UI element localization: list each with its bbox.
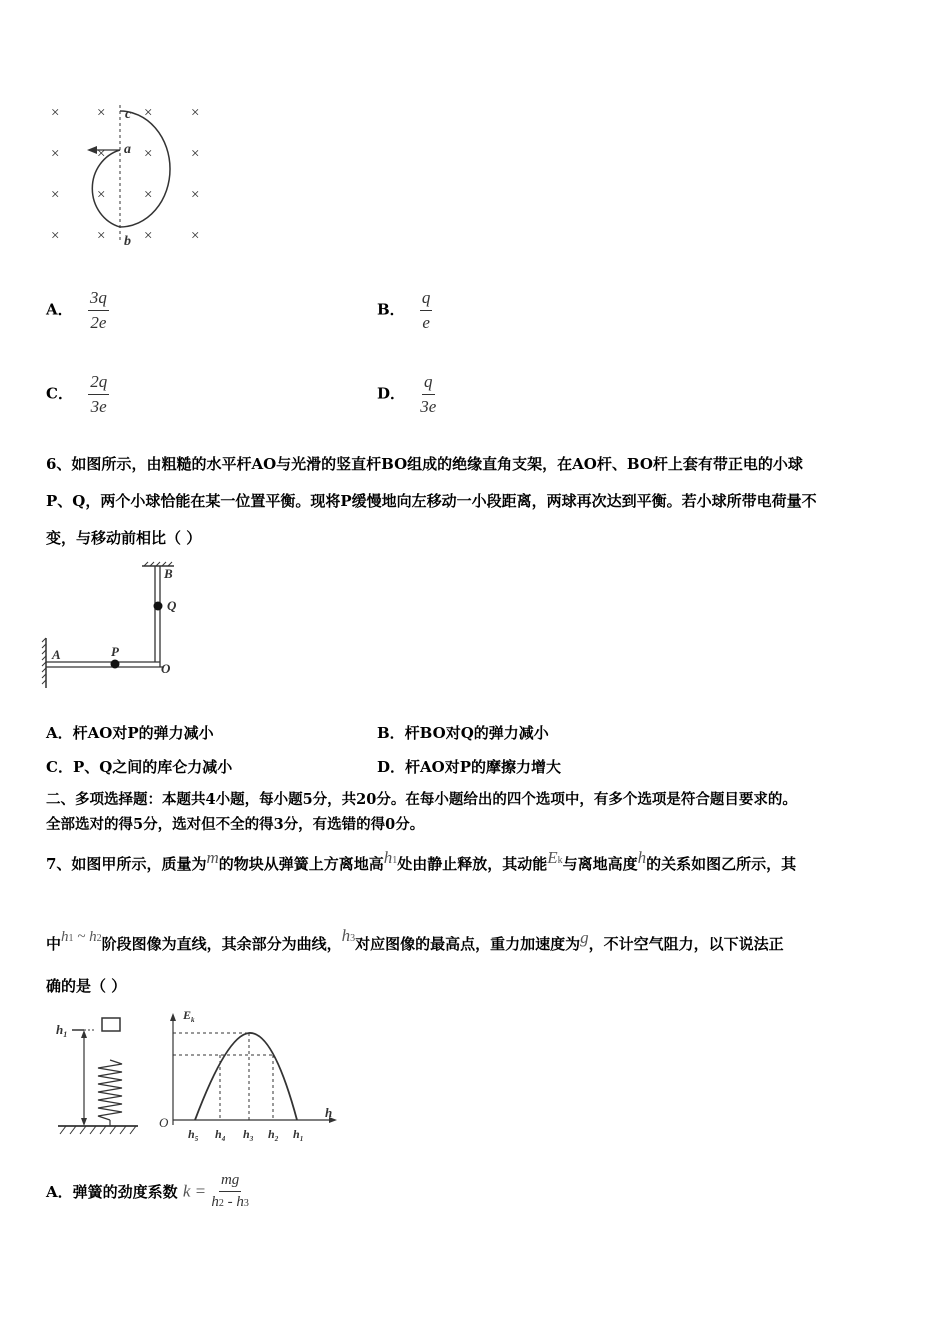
fraction — [88, 372, 109, 417]
numerator: 3q — [88, 288, 109, 311]
section2-header-line1: 二、多项选择题：本题共4小题，每小题5分，共20分。在每小题给出的四个选项中，有多个选项是符合题目要求的。 — [46, 791, 797, 808]
arrowhead — [87, 146, 97, 154]
numerator: mg — [219, 1172, 241, 1192]
q6-option-b[interactable]: B．杆BO对Q的弹力减小 — [377, 724, 549, 742]
label-B: B — [164, 566, 173, 581]
label-c: c — [125, 107, 132, 122]
option-label: C． — [46, 384, 73, 403]
fraction — [420, 288, 433, 333]
block — [102, 1018, 120, 1031]
numerator: q — [422, 372, 435, 395]
field-cross: × — [191, 228, 200, 244]
magnetic-field-figure — [40, 95, 220, 255]
field-cross: × — [97, 146, 106, 162]
spring-figure — [50, 1010, 145, 1140]
denominator: 3e — [90, 397, 107, 416]
option-label: A．弹簧的劲度系数 — [46, 1183, 178, 1201]
q5-option-d[interactable] — [377, 372, 436, 417]
section2-header-line2: 全部选对的得5分，选对但不全的得3分，有选错的得0分。 — [46, 816, 425, 833]
fraction — [420, 372, 436, 417]
ball-Q — [154, 602, 163, 611]
tick-h2: $h_2$ — [268, 1127, 279, 1143]
option-label: B． — [377, 300, 405, 319]
field-cross: × — [51, 228, 60, 244]
q5-option-a[interactable] — [46, 288, 109, 333]
q5-option-b[interactable] — [377, 288, 432, 333]
q7-stem-line3: 确的是（ ） — [46, 977, 127, 995]
q7-stem-line1: 7、如图甲所示，质量为m的物块从弹簧上方离地高h1处由静止释放，其动能Ek与离地高度h的关系如图乙所示，其 — [46, 848, 797, 873]
numerator: 2q — [88, 372, 109, 395]
field-cross: × — [97, 187, 106, 203]
axis-label-origin: O — [159, 1115, 169, 1130]
axis-label-h: h — [325, 1105, 333, 1120]
denominator: 2e — [90, 313, 107, 332]
tick-h4: $h_4$ — [215, 1127, 226, 1143]
q7-option-a[interactable] — [46, 1172, 249, 1211]
q6-option-d[interactable]: D．杆AO对P的摩擦力增大 — [377, 758, 561, 776]
tick-h3: $h_3$ — [243, 1127, 254, 1143]
q6-option-c[interactable]: C．P、Q之间的库仑力减小 — [46, 758, 233, 776]
var-k: k = — [182, 1181, 207, 1201]
label-P: P — [111, 644, 119, 659]
var-g: g — [580, 928, 589, 947]
q5-option-c[interactable] — [46, 372, 109, 417]
axis-label-Ek: $E_k$ — [183, 1008, 195, 1024]
field-cross: × — [51, 146, 60, 162]
q6-stem-line3: 变，与移动前相比（ ） — [46, 529, 202, 547]
var-m: m — [206, 848, 219, 867]
field-cross: × — [144, 105, 153, 121]
q6-option-a[interactable]: A．杆AO对P的弹力减小 — [46, 724, 214, 742]
field-cross: × — [97, 228, 106, 244]
ek-h-graph — [155, 1005, 340, 1145]
var-range: h1 ~ h2 — [61, 929, 102, 945]
field-cross: × — [144, 187, 153, 203]
circular-trajectory — [120, 111, 170, 227]
label-Q: Q — [167, 598, 177, 613]
denominator: h2 - h3 — [211, 1194, 249, 1210]
q6-stem-line1: 6、如图所示，由粗糙的水平杆AO与光滑的竖直杆BO组成的绝缘直角支架，在AO杆、BO杆上套有带正电的小球 — [46, 455, 803, 473]
denominator: 3e — [420, 397, 437, 416]
label-h1: $h_1$ — [56, 1022, 68, 1039]
field-cross: × — [191, 146, 200, 162]
spring — [98, 1060, 122, 1120]
label-b: b — [124, 234, 131, 249]
field-cross: × — [191, 187, 200, 203]
ek-curve — [195, 1033, 297, 1120]
field-cross: × — [191, 105, 200, 121]
field-cross: × — [144, 228, 153, 244]
field-cross: × — [97, 105, 106, 121]
fraction — [88, 288, 109, 333]
tick-h1: $h_1$ — [293, 1127, 304, 1143]
field-cross: × — [51, 105, 60, 121]
var-h: h — [637, 848, 647, 867]
q7-stem-line2: 中h1 ~ h2阶段图像为直线，其余部分为曲线，h3对应图像的最高点，重力加速度为g，不计空气阻力，以下说法正 — [46, 926, 784, 953]
field-cross: × — [51, 187, 60, 203]
label-A: A — [52, 647, 61, 662]
option-label: A． — [46, 300, 73, 319]
right-angle-frame-figure — [40, 558, 190, 693]
q6-stem-line2: P、Q，两个小球恰能在某一位置平衡。现将P缓慢地向左移动一小段距离，两球再次达到平衡。若小球所带电荷量不 — [46, 492, 817, 510]
ball-P — [111, 660, 120, 669]
label-a: a — [124, 142, 131, 157]
var-h3: h3 — [341, 926, 356, 945]
option-label: D． — [377, 384, 406, 403]
numerator: q — [420, 288, 433, 311]
label-O: O — [161, 661, 171, 676]
tick-h5: $h_5$ — [188, 1127, 199, 1143]
var-h1: h1 — [383, 848, 398, 867]
denominator: e — [422, 313, 430, 332]
var-Ek: Ek — [547, 848, 563, 867]
fraction — [211, 1172, 249, 1211]
field-cross: × — [144, 146, 153, 162]
